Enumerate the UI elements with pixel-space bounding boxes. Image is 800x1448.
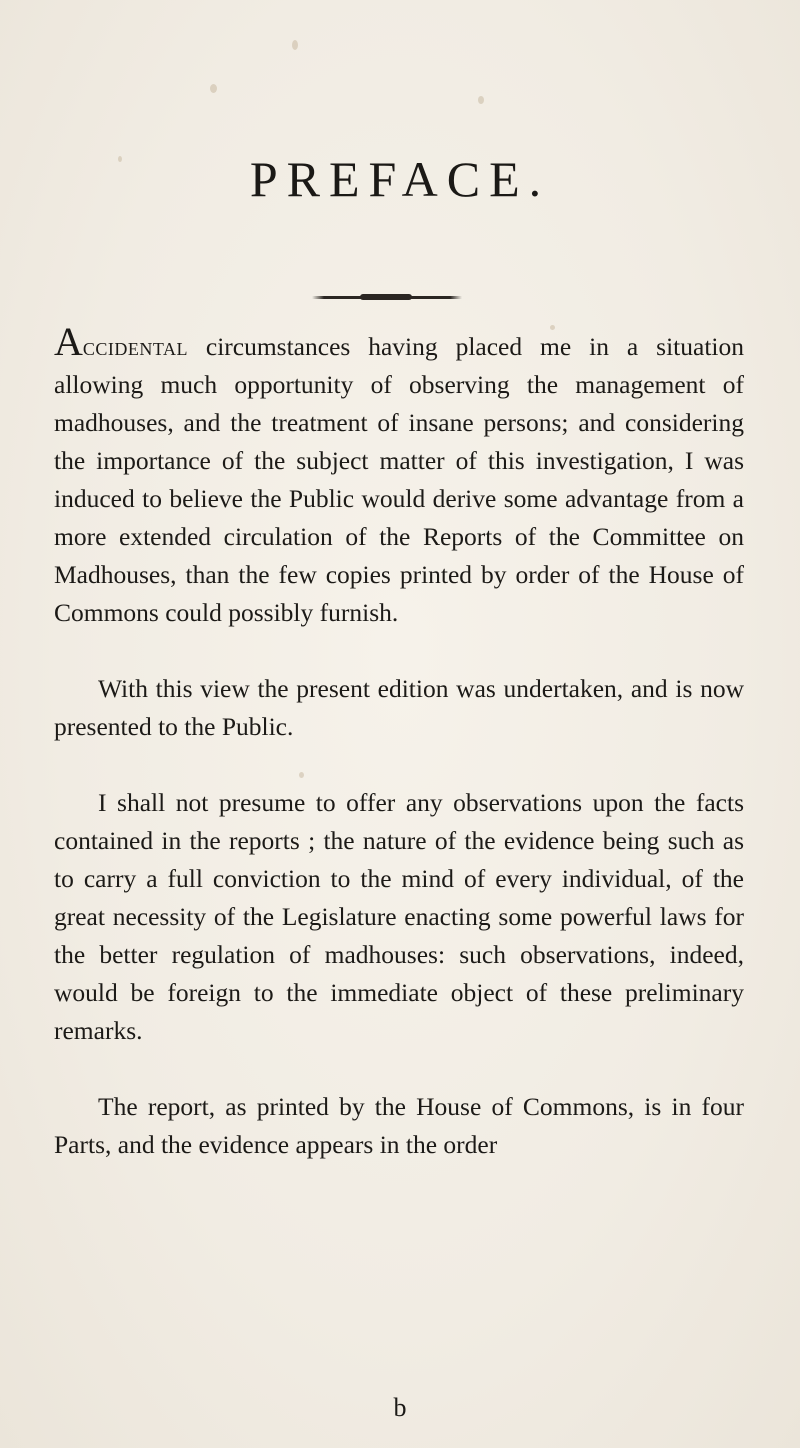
paragraph-4: The report, as printed by the House of Commons, is in four Parts, and the evidence appears in the order — [54, 1092, 744, 1159]
paragraph-1 — [54, 319, 744, 632]
title-rule-center — [360, 294, 412, 300]
page-title: PREFACE. — [249, 151, 551, 207]
drop-cap: A — [54, 319, 83, 364]
preface-body — [54, 319, 744, 1164]
paragraph-1-text: circumstances having placed me in a situation allowing much opportunity of observing the management of madhouses, and the treatment of insane persons; and considering the importance of the subject matter of this investigation, I was induced to believe the Public would derive some advantage from a more extended circulation of the Reports of the Committee on Madhouses, than the few copies printed by order of the House of Commons could possibly furnish. — [54, 332, 744, 627]
paragraph-2: With this view the present edition was undertaken, and is now presented to the Public. — [54, 674, 744, 741]
paragraph-3: I shall not presume to offer any observations upon the facts contained in the reports ; the nature of the evidence being such as to carry a full conviction to the mind of every individual, of the great necessity of the Legislature enacting some powerful laws for the better regulation of madhouses: such observations, indeed, would be foreign to the immediate object of these preliminary remarks. — [54, 788, 744, 1045]
paper-speck — [292, 40, 298, 50]
signature-mark: b — [393, 1393, 407, 1422]
lead-word: ccidental — [82, 332, 188, 361]
paper-speck — [478, 96, 484, 104]
paper-speck — [210, 84, 217, 93]
